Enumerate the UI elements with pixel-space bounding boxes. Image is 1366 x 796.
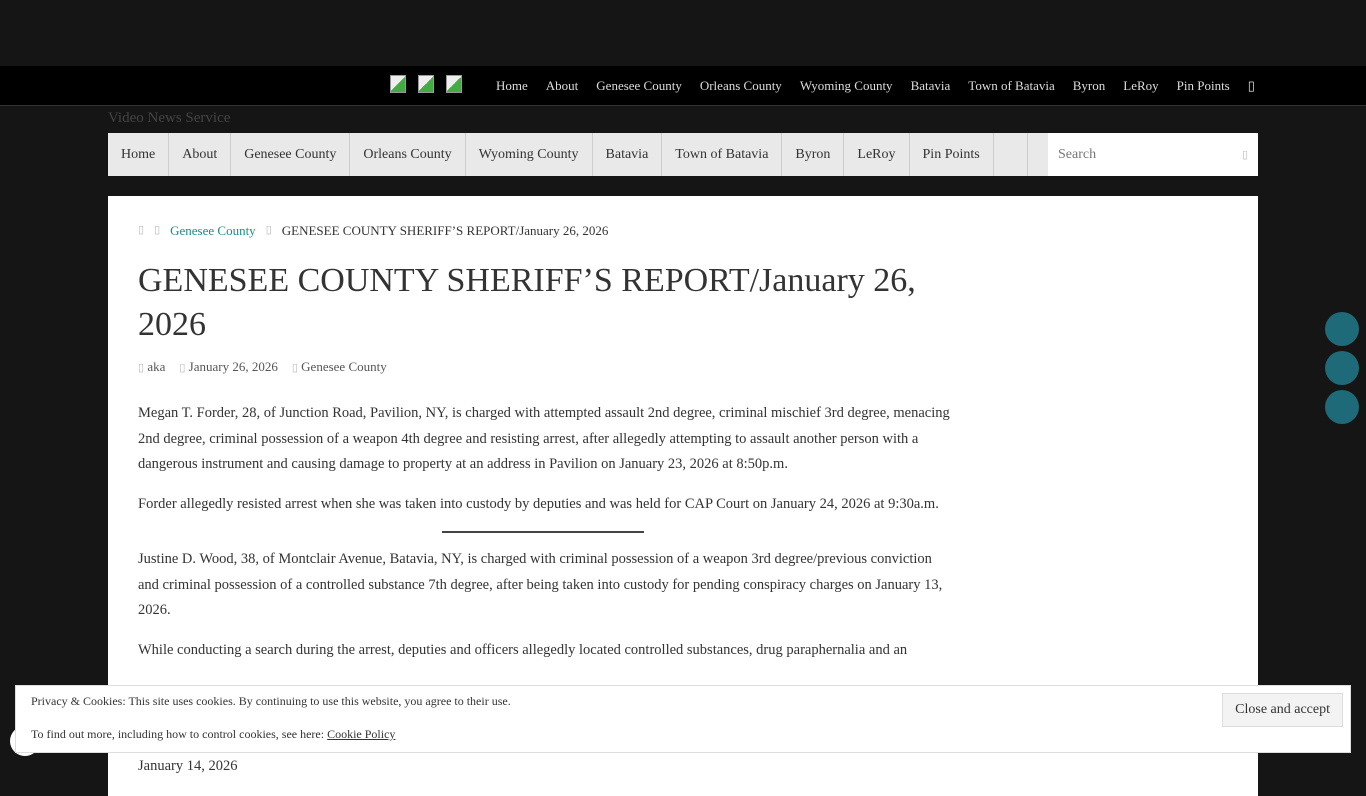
breadcrumb — [138, 223, 1228, 239]
top-nav-leroy[interactable]: LeRoy — [1123, 77, 1159, 93]
search-placeholder: Search — [1058, 146, 1097, 162]
breadcrumb-current: GENESEE COUNTY SHERIFF’S REPORT/January 26, 2026 — [281, 223, 609, 238]
nav-about[interactable]: About — [169, 133, 231, 176]
floating-share-icon-3[interactable] — [1325, 390, 1359, 424]
top-nav-orleans[interactable]: Orleans County — [699, 77, 782, 93]
nav-spacer — [994, 133, 1028, 176]
paragraph: Forder allegedly resisted arrest when she was taken into custody by deputies and was held for CAP Court on January 24, 2026 at 9:30a.m. — [138, 495, 939, 512]
nav-byron[interactable]: Byron — [782, 133, 844, 176]
author[interactable]: aka — [147, 359, 166, 374]
date[interactable]: January 26, 2026 — [188, 359, 278, 374]
top-nav-byron[interactable]: Byron — [1072, 77, 1106, 93]
top-nav-wyoming[interactable]: Wyoming County — [799, 77, 893, 93]
nav-genesee[interactable]: Genesee County — [231, 133, 350, 176]
paragraph: While conducting a search during the arrest, deputies and officers allegedly located controlled substances, drug paraphernalia and an — [138, 641, 908, 658]
top-nav-about[interactable]: About — [545, 77, 579, 93]
nav-batavia[interactable]: Batavia — [593, 133, 663, 176]
paragraph: Megan T. Forder, 28, of Junction Road, Pavilion, NY, is charged with attempted assault 2nd degree, criminal mischief 3rd degree, menacing 2nd degree, criminal possession of a weapon 4th degree and resisting arrest, after allegedly attempting to assault another person with a dangerous instrument and causing damage to property at an address in Pavilion on January 23, 2026 at 8:50p.m. — [138, 405, 950, 472]
separator-icon: ▯ — [265, 224, 272, 236]
page-title: GENESEE COUNTY SHERIFF’S REPORT/January 26, 2026 — [138, 262, 916, 343]
top-nav-town-of-batavia[interactable]: Town of Batavia — [968, 77, 1055, 93]
calendar-icon: ▯ — [179, 362, 186, 374]
top-spacer — [0, 0, 1366, 66]
cookie-banner — [15, 685, 1351, 753]
social-icon-1[interactable] — [390, 75, 406, 97]
cookie-more-text: To find out more, including how to control cookies, see here: — [31, 727, 325, 741]
folder-icon: ▯ — [291, 362, 298, 374]
top-nav-genesee[interactable]: Genesee County — [596, 77, 682, 93]
paragraph: Justine D. Wood, 38, of Montclair Avenue, Batavia, NY, is charged with criminal possession of a weapon 3rd degree/previous conviction and criminal possession of a controlled substance 7th degree, after being taken into custody for pending conspiracy charges on January 13, 2026. — [138, 551, 943, 618]
nav-home[interactable]: Home — [108, 133, 169, 176]
floating-share-icon-2[interactable] — [1325, 351, 1359, 385]
close-and-accept-button[interactable]: Close and accept — [1222, 693, 1343, 727]
user-icon: ▯ — [138, 362, 145, 374]
nav-wyoming[interactable]: Wyoming County — [466, 133, 593, 176]
nav-pin-points[interactable]: Pin Points — [910, 133, 994, 176]
search-icon[interactable]: ▯ — [1241, 149, 1248, 161]
top-nav-batavia[interactable]: Batavia — [910, 77, 951, 93]
cookie-text: Privacy & Cookies: This site uses cookies. By continuing to use this website, you agree to their use. — [31, 694, 511, 708]
search-input[interactable] — [1048, 133, 1258, 176]
floating-share-icon-1[interactable] — [1325, 312, 1359, 346]
nav-orleans[interactable]: Orleans County — [350, 133, 465, 176]
post-meta — [138, 359, 1228, 375]
top-nav — [496, 78, 1273, 94]
category[interactable]: Genesee County — [301, 359, 387, 374]
site-logo[interactable]: Video News Service — [108, 110, 231, 126]
main-nav — [108, 133, 1258, 176]
social-icon-2[interactable] — [418, 75, 434, 97]
cookie-policy-link[interactable]: Cookie Policy — [327, 727, 396, 741]
separator-icon: ▯ — [154, 224, 161, 236]
search-icon[interactable]: ▯ — [1247, 77, 1255, 93]
home-icon[interactable]: ▯ — [138, 224, 145, 236]
social-icon-3[interactable] — [446, 75, 462, 97]
top-nav-home[interactable]: Home — [496, 77, 528, 93]
divider — [442, 531, 644, 533]
top-nav-pin-points[interactable]: Pin Points — [1176, 77, 1230, 93]
nav-town-of-batavia[interactable]: Town of Batavia — [662, 133, 782, 176]
breadcrumb-category[interactable]: Genesee County — [170, 223, 256, 238]
partial-text: January 14, 2026 — [138, 758, 238, 774]
top-bar — [0, 66, 1366, 106]
nav-leroy[interactable]: LeRoy — [844, 133, 909, 176]
